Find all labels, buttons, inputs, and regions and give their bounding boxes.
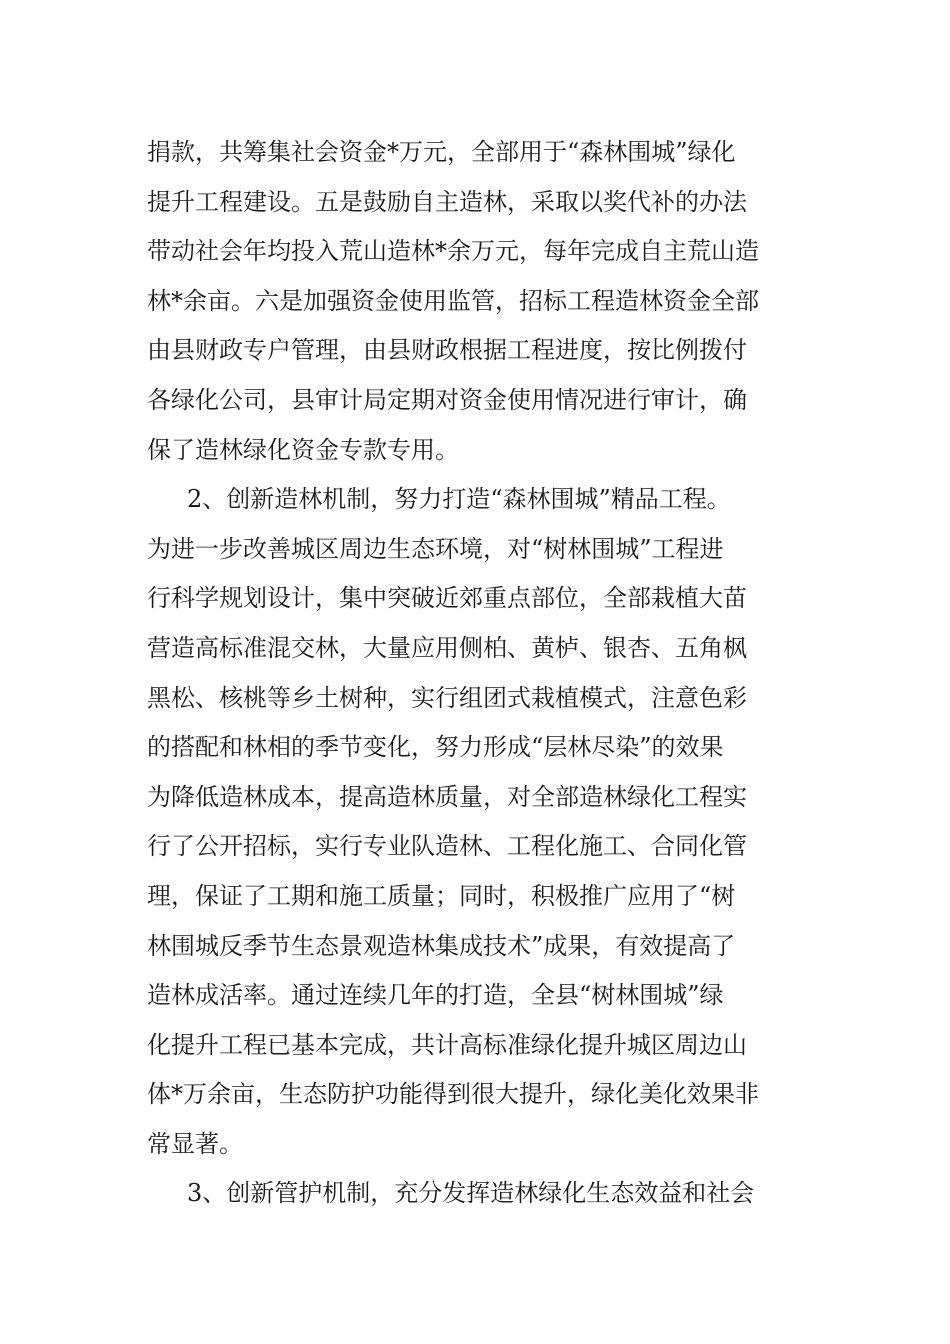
text-line: 行科学规划设计，集中突破近郊重点部位，全部栽植大苗 <box>147 584 747 613</box>
text-line: 黑松、核桃等乡土树种，实行组团式栽植模式，注意色彩 <box>147 683 747 712</box>
body-text <box>147 128 817 1219</box>
text-line: 由县财政专户管理，由县财政根据工程进度，按比例拨付 <box>147 336 747 365</box>
text-line: 林*余亩。六是加强资金使用监管，招标工程造林资金全部 <box>147 286 759 315</box>
text-line: 林围城反季节生态景观造林集成技术”成果，有效提高了 <box>147 931 736 960</box>
paragraph-heading-2: 2、创新造林机制，努力打造“森林围城”精品工程。 <box>187 485 731 514</box>
paragraph-heading-3: 3、创新管护机制，充分发挥造林绿化生态效益和社会 <box>187 1179 755 1208</box>
text-line: 带动社会年均投入荒山造林*余万元，每年完成自主荒山造 <box>147 237 759 266</box>
text-line: 各绿化公司，县审计局定期对资金使用情况进行审计，确 <box>147 385 747 414</box>
text-line: 的搭配和林相的季节变化，努力形成“层林尽染”的效果 <box>147 733 724 762</box>
text-line: 行了公开招标，实行专业队造林、工程化施工、合同化管 <box>147 832 747 861</box>
text-line: 捐款，共筹集社会资金*万元，全部用于“森林围城”绿化 <box>147 138 736 166</box>
text-line: 体*万余亩，生态防护功能得到很大提升，绿化美化效果非 <box>147 1080 759 1109</box>
text-line: 常显著。 <box>147 1129 243 1158</box>
text-line: 提升工程建设。五是鼓励自主造林，采取以奖代补的办法 <box>147 187 747 216</box>
text-line: 理，保证了工期和施工质量；同时，积极推广应用了“树 <box>147 881 736 910</box>
text-line: 化提升工程已基本完成，共计高标准绿化提升城区周边山 <box>147 1030 747 1059</box>
text-line: 营造高标准混交林，大量应用侧柏、黄栌、银杏、五角枫 <box>147 633 747 662</box>
text-line: 为降低造林成本，提高造林质量，对全部造林绿化工程实 <box>147 782 747 811</box>
text-line: 造林成活率。通过连续几年的打造，全县“树林围城”绿 <box>147 981 724 1010</box>
text-line: 保了造林绿化资金专款专用。 <box>147 435 459 464</box>
text-line: 为进一步改善城区周边生态环境，对“树林围城”工程进 <box>147 534 724 563</box>
